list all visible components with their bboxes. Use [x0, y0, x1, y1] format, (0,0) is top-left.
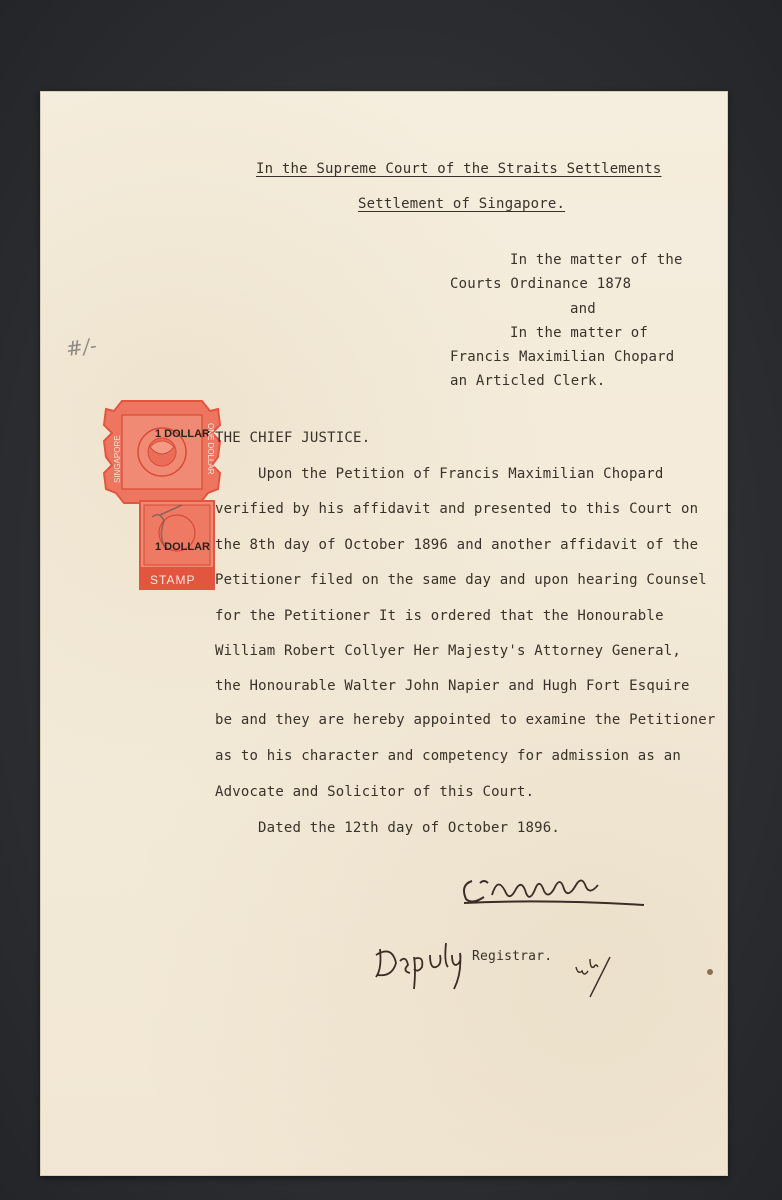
deputy-signature: [370, 933, 470, 1007]
matter-line-3: and: [570, 301, 596, 317]
court-title: In the Supreme Court of the Straits Settlements: [256, 161, 662, 177]
stamp-lower-value: 1 DOLLAR: [155, 541, 210, 553]
matter-line-6: an Articled Clerk.: [450, 373, 606, 389]
judge-signature: [458, 863, 658, 917]
stamp-bottom-text: STAMP: [150, 573, 196, 587]
matter-line-5: Francis Maximilian Chopard: [450, 349, 675, 365]
matter-line-2: Courts Ordinance 1878: [450, 276, 632, 292]
body-line-7: the Honourable Walter John Napier and Hugh Fort Esquire: [215, 678, 690, 694]
body-line-6: William Robert Collyer Her Majesty's Attorney General,: [215, 643, 681, 659]
dated-line: Dated the 12th day of October 1896.: [258, 820, 561, 836]
matter-line-4: In the matter of: [510, 325, 649, 341]
paper-speck: [707, 969, 713, 975]
document-page: [40, 91, 728, 1176]
stamp-right-text: ONE DOLLAR: [206, 423, 215, 475]
settlement-title: Settlement of Singapore.: [358, 196, 566, 212]
stamp-upper-value: 1 DOLLAR: [155, 428, 210, 440]
body-line-5: for the Petitioner It is ordered that the Honourable: [215, 608, 664, 624]
body-line-4: Petitioner filed on the same day and upon hearing Counsel: [215, 572, 707, 588]
margin-note: #/-: [64, 332, 99, 362]
addressee: THE CHIEF JUSTICE.: [215, 430, 371, 446]
initials-mark: [572, 953, 616, 1007]
body-line-10: Advocate and Solicitor of this Court.: [215, 784, 535, 800]
body-line-8: be and they are hereby appointed to examine the Petitioner: [215, 712, 716, 728]
stamp-left-text: SINGAPORE: [113, 435, 122, 483]
body-line-3: the 8th day of October 1896 and another affidavit of the: [215, 537, 699, 553]
matter-line-1: In the matter of the: [510, 252, 683, 268]
body-line-2: verified by his affidavit and presented to this Court on: [215, 501, 699, 517]
body-line-9: as to his character and competency for admission as an: [215, 748, 681, 764]
revenue-stamp: [100, 397, 224, 597]
registrar-label: Registrar.: [472, 949, 553, 964]
body-line-1: Upon the Petition of Francis Maximilian Chopard: [258, 466, 664, 482]
